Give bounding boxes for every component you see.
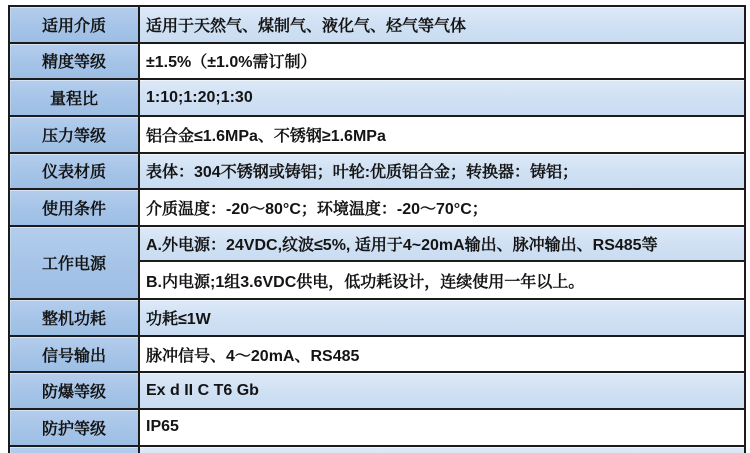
spec-value-accuracy: ±1.5%（±1.0%需订制） [140, 44, 744, 79]
spec-value-explosion-proof: Ex d II C T6 Gb [140, 373, 744, 408]
spec-label-explosion-proof: 防爆等级 [10, 373, 140, 408]
table-row-power-consumption [10, 300, 744, 337]
table-row-explosion-proof [10, 373, 744, 410]
spec-table [8, 5, 746, 453]
spec-value-material: 表体：304不锈钢或铸铝；叶轮:优质铝合金；转换器：铸铝； [140, 154, 744, 189]
spec-value-power-consumption: 功耗≤1W [140, 300, 744, 335]
spec-label-partial [10, 447, 140, 453]
spec-label-power-supply: 工作电源 [10, 227, 140, 298]
table-row-pressure-rating [10, 117, 744, 154]
spec-label-signal-output: 信号输出 [10, 337, 140, 372]
spec-value-pressure-rating: 铝合金≤1.6MPa、不锈钢≥1.6MPa [140, 117, 744, 152]
spec-label-accuracy: 精度等级 [10, 44, 140, 79]
spec-value-medium: 适用于天然气、煤制气、液化气、烃气等气体 [140, 7, 744, 42]
spec-value-partial [140, 447, 744, 453]
table-row-operating-conditions [10, 190, 744, 227]
power-supply-value-stack [140, 227, 744, 298]
table-row-partial [10, 447, 744, 453]
table-row-accuracy [10, 44, 744, 81]
spec-label-material: 仪表材质 [10, 154, 140, 189]
table-row-signal-output [10, 337, 744, 374]
spec-value-operating-conditions: 介质温度：-20～80°C；环境温度：-20～70°C； [140, 190, 744, 225]
spec-value-protection-rating: IP65 [140, 410, 744, 445]
table-row-protection-rating [10, 410, 744, 447]
spec-value-turndown-ratio: 1:10;1:20;1:30 [140, 80, 744, 115]
spec-value-signal-output: 脉冲信号、4～20mA、RS485 [140, 337, 744, 372]
table-row-turndown-ratio [10, 80, 744, 117]
table-row-material [10, 154, 744, 191]
spec-label-turndown-ratio: 量程比 [10, 80, 140, 115]
table-row-medium [10, 7, 744, 44]
spec-value-power-external: A.外电源：24VDC,纹波≤5%, 适用于4~20mA输出、脉冲输出、RS485等 [140, 227, 744, 263]
spec-label-protection-rating: 防护等级 [10, 410, 140, 445]
spec-label-operating-conditions: 使用条件 [10, 190, 140, 225]
table-row-power-supply [10, 227, 744, 300]
spec-label-medium: 适用介质 [10, 7, 140, 42]
spec-label-pressure-rating: 压力等级 [10, 117, 140, 152]
spec-value-power-internal: B.内电源;1组3.6VDC供电，低功耗设计，连续使用一年以上。 [140, 262, 744, 298]
spec-label-power-consumption: 整机功耗 [10, 300, 140, 335]
